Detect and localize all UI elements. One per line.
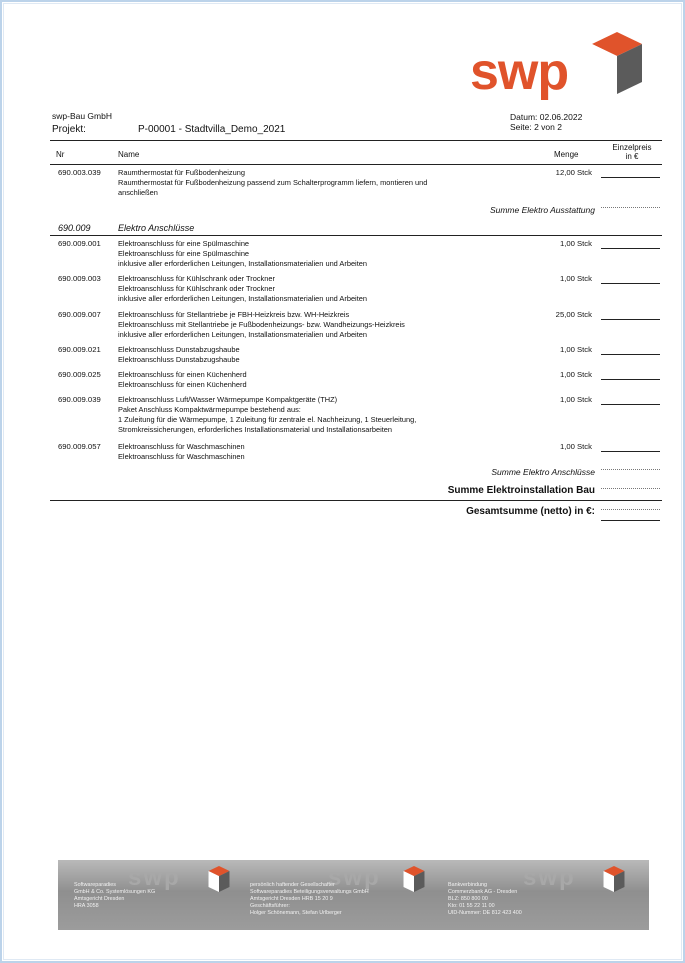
project-label: Projekt:: [52, 124, 86, 135]
sum-elektroinstallation-line: [601, 488, 660, 489]
row-number: 690.009.001: [58, 239, 101, 248]
row-text: Raumthermostat für Fußbodenheizung passend zum Schalterprogramm liefern, montieren und: [118, 178, 428, 187]
row-title: Elektroanschluss für Kühlschrank oder Trockner: [118, 274, 275, 283]
footer-line: persönlich haftender Gesellschafter: [250, 882, 335, 888]
cube-icon: [403, 866, 425, 892]
row-description: [118, 345, 518, 365]
footer-line: Commerzbank AG - Dresden: [448, 889, 518, 895]
row-description: [118, 239, 518, 269]
row-description: [118, 274, 518, 304]
row-quantity: 1,00 Stck: [559, 370, 592, 379]
row-description: [118, 442, 518, 462]
price-blank-line: [601, 354, 660, 355]
price-blank-line: [601, 404, 660, 405]
row-number: 690.009.007: [58, 310, 101, 319]
cube-icon: [592, 32, 642, 94]
footer-line: HRA 3058: [74, 903, 99, 909]
row-description: [118, 168, 518, 198]
row-number: 690.009.025: [58, 370, 101, 379]
row-text: Elektroanschluss mit Stellantriebe je Fußbodenheizungs- bzw. Wandheizungs-Heizkreis: [118, 320, 405, 329]
row-quantity: 25,00 Stck: [555, 310, 592, 319]
row-text: inklusive aller erforderlichen Leitungen, Installationsmaterialien und Arbeiten: [118, 294, 367, 303]
footer-watermark: swp: [523, 864, 576, 891]
row-quantity: 1,00 Stck: [559, 395, 592, 404]
page-number: Seite: 2 von 2: [510, 122, 562, 132]
cube-icon: [208, 866, 230, 892]
footer-line: Amtsgericht Dresden HRB 15 20 9: [250, 896, 333, 902]
row-title: Elektroanschluss für eine Spülmaschine: [118, 239, 250, 248]
footer-line: Holger Schönemann, Stefan Urlberger: [250, 910, 342, 916]
swp-logo: [470, 32, 645, 112]
column-header-nr: Nr: [56, 150, 65, 159]
section-rule: [50, 235, 662, 236]
row-title: Elektroanschluss Luft/Wasser Wärmepumpe Kompaktgeräte (THZ): [118, 395, 338, 404]
row-quantity: 1,00 Stck: [559, 442, 592, 451]
row-text: Elektroanschluss Dunstabzugshaube: [118, 355, 240, 364]
footer-line: GmbH & Co. Systemlösungen KG: [74, 889, 156, 895]
row-title: Elektroanschluss für einen Küchenherd: [118, 370, 247, 379]
total-rule: [50, 500, 662, 501]
row-text: inklusive aller erforderlichen Leitungen, Installationsmaterialien und Arbeiten: [118, 330, 367, 339]
page-sheet: [3, 3, 682, 960]
price-blank-line: [601, 283, 660, 284]
row-text: Elektroanschluss für Waschmaschinen: [118, 452, 245, 461]
footer-line: Softwareparadies Beteiligungsverwaltungs GmbH: [250, 889, 369, 895]
row-number: 690.009.003: [58, 274, 101, 283]
footer-line: Bankverbindung: [448, 882, 487, 888]
sum-ausstattung: Summe Elektro Ausstattung: [489, 205, 595, 215]
sum-elektroinstallation: Summe Elektroinstallation Bau: [447, 485, 595, 496]
footer-company-block: [74, 882, 155, 910]
price-blank-line: [601, 177, 660, 178]
row-number: 690.003.039: [58, 168, 101, 177]
footer-watermark: swp: [128, 864, 181, 891]
row-number: 690.009.021: [58, 345, 101, 354]
price-blank-line: [601, 379, 660, 380]
price-blank-line: [601, 451, 660, 452]
row-quantity: 1,00 Stck: [559, 345, 592, 354]
sum-ausstattung-line: [601, 207, 660, 208]
row-text: Stromkreissicherungen, erforderliches Installationsmaterial und Installationsarbeiten: [118, 425, 393, 434]
column-header-einzelpreis-line1: Einzelpreis: [612, 143, 652, 152]
price-blank-line: [601, 319, 660, 320]
footer-bank-block: [448, 882, 522, 917]
footer-partner-block: [250, 882, 369, 917]
gesamtsumme-label: Gesamtsumme (netto) in €:: [466, 506, 595, 517]
date-page-info: [510, 112, 582, 132]
row-number: 690.009.057: [58, 442, 101, 451]
footer-line: Geschäftsführer:: [250, 903, 290, 909]
footer-line: UID-Nummer: DE 812 423 400: [448, 910, 522, 916]
price-blank-line: [601, 248, 660, 249]
row-title: Elektroanschluss für Waschmaschinen: [118, 442, 245, 451]
row-quantity: 12,00 Stck: [555, 168, 592, 177]
footer-line: Kto: 01 55 22 11 00: [448, 903, 495, 909]
gesamtsumme-dotted-line: [601, 509, 660, 510]
column-header-name: Name: [118, 150, 140, 159]
row-description: [118, 395, 538, 435]
header-top-rule: [50, 140, 662, 141]
row-number: 690.009.039: [58, 395, 101, 404]
row-text: Elektroanschluss für einen Küchenherd: [118, 380, 247, 389]
logo-text: swp: [470, 43, 569, 101]
column-header-menge: Menge: [554, 150, 579, 159]
project-value: P-00001 - Stadtvilla_Demo_2021: [138, 124, 286, 135]
footer-line: BLZ: 850 800 00: [448, 896, 488, 902]
row-title: Elektroanschluss Dunstabzugshaube: [118, 345, 240, 354]
header-bottom-rule: [50, 164, 662, 165]
section-title: Elektro Anschlüsse: [118, 223, 195, 233]
row-text: Elektroanschluss für Kühlschrank oder Trockner: [118, 284, 275, 293]
row-quantity: 1,00 Stck: [559, 239, 592, 248]
column-header-einzelpreis: [603, 143, 661, 161]
section-number: 690.009: [58, 223, 91, 233]
row-quantity: 1,00 Stck: [559, 274, 592, 283]
row-text: Paket Anschluss Kompaktwärmepumpe bestehend aus:: [118, 405, 301, 414]
row-description: [118, 310, 518, 340]
footer-line: Amtsgericht Dresden: [74, 896, 125, 902]
cube-icon: [603, 866, 625, 892]
row-description: [118, 370, 518, 390]
footer-watermark: swp: [328, 864, 381, 891]
gesamtsumme-line: [601, 520, 660, 521]
letterhead-footer: [58, 860, 649, 930]
row-text: inklusive aller erforderlichen Leitungen, Installationsmaterialien und Arbeiten: [118, 259, 367, 268]
row-text: anschließen: [118, 188, 158, 197]
date-text: Datum: 02.06.2022: [510, 112, 583, 122]
company-name: swp-Bau GmbH: [52, 111, 112, 121]
row-title: Elektroanschluss für Stellantriebe je FBH-Heizkreis bzw. WH-Heizkreis: [118, 310, 350, 319]
sum-anschluesse: Summe Elektro Anschlüsse: [491, 467, 595, 477]
column-header-einzelpreis-line2: in €: [625, 152, 639, 161]
row-title: Raumthermostat für Fußbodenheizung: [118, 168, 245, 177]
footer-line: Softwareparadies: [74, 882, 116, 888]
row-text: Elektroanschluss für eine Spülmaschine: [118, 249, 250, 258]
sum-anschluesse-line: [601, 469, 660, 470]
row-text: 1 Zuleitung für die Wärmepumpe, 1 Zuleitung für zentrale el. Nachheizung, 1 Steuerleitung,: [118, 415, 417, 424]
